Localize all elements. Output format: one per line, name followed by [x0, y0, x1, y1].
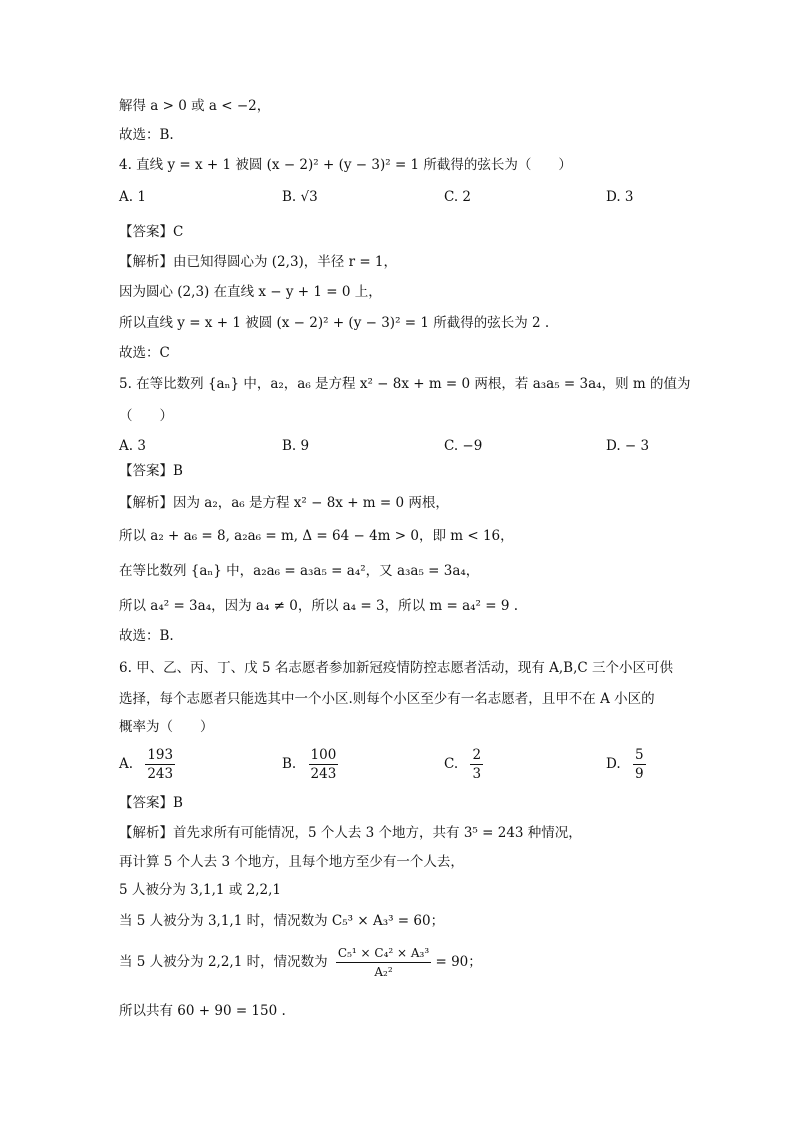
q4-option-b: B. √3 [282, 189, 318, 205]
q6-option-a-denominator: 243 [147, 766, 174, 782]
q6-analysis-5-numerator: C₅¹ × C₄² × A₃³ [336, 944, 431, 963]
q4-answer: 【答案】C [119, 224, 184, 240]
q5-option-b: B. 9 [282, 438, 310, 454]
q4-analysis-3: 所以直线 y = x + 1 被圆 (x − 2)² + (y − 3)² = 1 所截得的弦长为 2 . [119, 315, 550, 331]
q6-option-c-numerator: 2 [472, 747, 482, 763]
q6-option-d [606, 746, 646, 783]
q5-analysis-3: 在等比数列 {aₙ} 中，a₂a₆ = a₃a₅ = a₄²，又 a₃a₅ = 3a₄， [119, 563, 480, 579]
q6-option-a-numerator: 193 [147, 747, 174, 763]
q6-answer: 【答案】B [119, 795, 183, 811]
q4-analysis-2: 因为圆心 (2,3) 在直线 x − y + 1 = 0 上， [119, 284, 382, 300]
q6-option-a [119, 746, 175, 783]
q6-analysis-6: 所以共有 60 + 90 = 150 . [119, 1003, 286, 1019]
q5-option-d: D. − 3 [606, 438, 650, 454]
q5-pick: 故选：B. [119, 628, 174, 644]
q6-option-a-label: A. [119, 756, 134, 772]
q6-option-d-numerator: 5 [634, 747, 644, 763]
question-4: 4. 直线 y = x + 1 被圆 (x − 2)² + (y − 3)² = 1 所截得的弦长为（ ） [119, 157, 572, 173]
question-6-line-1: 6. 甲、乙、丙、丁、戊 5 名志愿者参加新冠疫情防控志愿者活动，现有 A,B,C 三个小区可供 [119, 660, 674, 676]
q6-analysis-2: 再计算 5 个人去 3 个地方，且每个地方至少有一个人去， [119, 854, 464, 870]
q4-analysis-1: 【解析】由已知得圆心为 (2,3)，半径 r = 1， [119, 254, 398, 270]
question-5: 5. 在等比数列 {aₙ} 中，a₂，a₆ 是方程 x² − 8x + m = 0 两根，若 a₃a₅ = 3a₄，则 m 的值为 [119, 376, 691, 392]
q5-option-a: A. 3 [119, 438, 146, 454]
q5-analysis-2: 所以 a₂ + a₆ = 8, a₂a₆ = m, Δ = 64 − 4m > 0，即 m < 16， [119, 528, 514, 544]
q5-analysis-4: 所以 a₄² = 3a₄，因为 a₄ ≠ 0，所以 a₄ = 3，所以 m = a₄² = 9 . [119, 598, 519, 614]
line-solve-a: 解得 a > 0 或 a < −2， [119, 98, 271, 114]
q6-analysis-5-prefix: 当 5 人被分为 2,2,1 时，情况数为 [119, 954, 328, 970]
q6-option-d-denominator: 9 [634, 766, 644, 782]
q4-pick: 故选：C [119, 345, 170, 361]
q6-option-d-label: D. [606, 756, 621, 772]
q6-option-b-numerator: 100 [310, 747, 337, 763]
q6-analysis-4: 当 5 人被分为 3,1,1 时，情况数为 C₅³ × A₃³ = 60； [119, 913, 445, 929]
q4-option-a: A. 1 [119, 189, 146, 205]
q6-analysis-5-denominator: A₂² [374, 965, 393, 979]
q4-option-d: D. 3 [606, 189, 634, 205]
line-choose-b: 故选：B. [119, 127, 174, 143]
q6-analysis-5-suffix: = 90； [435, 954, 482, 970]
q6-analysis-5 [119, 944, 482, 981]
q5-paren: （ ） [119, 408, 173, 424]
question-6-line-3: 概率为（ ） [119, 719, 214, 735]
q5-option-c: C. −9 [444, 438, 483, 454]
q6-analysis-3: 5 人被分为 3,1,1 或 2,2,1 [119, 882, 281, 898]
q5-analysis-1: 【解析】因为 a₂，a₆ 是方程 x² − 8x + m = 0 两根， [119, 495, 449, 511]
q6-option-b [282, 746, 338, 783]
q6-option-c [444, 746, 483, 783]
q6-option-b-label: B. [282, 756, 297, 772]
q6-option-b-denominator: 243 [310, 766, 337, 782]
q6-option-c-denominator: 3 [472, 766, 482, 782]
question-6-line-2: 选择，每个志愿者只能选其中一个小区.则每个小区至少有一名志愿者，且甲不在 A 小区的 [119, 691, 655, 707]
q6-option-c-label: C. [444, 756, 459, 772]
q4-option-c: C. 2 [444, 189, 472, 205]
q5-answer: 【答案】B [119, 463, 183, 479]
q6-analysis-1: 【解析】首先求所有可能情况，5 个人去 3 个地方，共有 3⁵ = 243 种情况， [119, 825, 582, 841]
